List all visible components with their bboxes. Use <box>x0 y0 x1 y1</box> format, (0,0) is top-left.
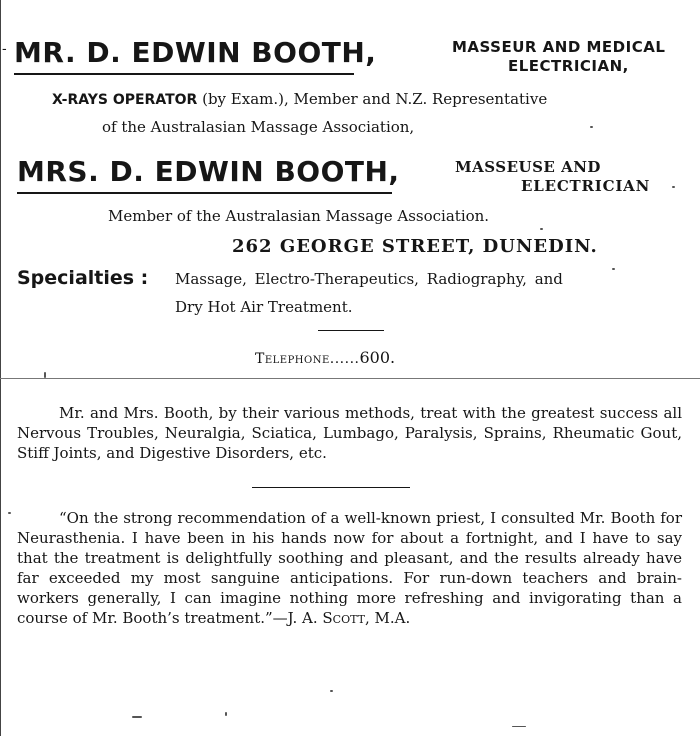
print-speck <box>512 726 526 727</box>
title2-line2: ELECTRICIAN <box>521 177 651 195</box>
testimonial-text: “On the strong recommendation of a well-known priest, I consulted Mr. Booth for Neurasthenia. I have been in his hands now for about a fortnight, and I have to say that the treatment is delightfully soothing and pleasant, and the results already have far exceeded my most sanguine anticipations. For run-down teachers and brain-workers generally, I can imagine nothing more refreshing and invigorating than a course of Mr. Booth’s treatment.”— <box>17 509 682 627</box>
section-rule <box>0 378 700 379</box>
telephone-number: 600. <box>359 348 396 367</box>
print-speck <box>540 228 543 230</box>
print-speck <box>612 268 615 270</box>
name-mrs-booth: MRS. D. EDWIN BOOTH, <box>17 155 400 188</box>
xray-lead: X-RAYS OPERATOR <box>52 92 198 108</box>
rule-middle <box>252 487 410 488</box>
street-address: 262 GEORGE STREET, DUNEDIN. <box>232 236 598 257</box>
title1-line2: ELECTRICIAN, <box>508 57 629 75</box>
title-masseur <box>452 38 682 76</box>
name-mr-booth: MR. D. EDWIN BOOTH, <box>14 36 377 69</box>
print-speck <box>8 512 11 514</box>
xray-credentials-line2: of the Australasian Massage Association, <box>102 118 415 136</box>
title-masseuse <box>455 158 685 196</box>
testimonial-paragraph <box>17 508 682 628</box>
telephone-label: Telephone...... <box>255 351 360 367</box>
title1-line1: MASSEUR AND MEDICAL <box>452 38 666 56</box>
title2-line1: MASSEUSE AND <box>455 158 601 176</box>
name2-underline <box>17 192 392 194</box>
print-speck <box>672 186 675 188</box>
specialties-label: Specialties : <box>17 267 149 289</box>
print-speck <box>132 716 142 718</box>
member-line: Member of the Australasian Massage Association. <box>108 207 490 225</box>
rule-short <box>318 330 384 331</box>
xray-rest: (by Exam.), Member and N.Z. Representative <box>197 90 548 108</box>
print-speck <box>225 712 227 716</box>
specialties-line1: Massage, Electro-Therapeutics, Radiography, and <box>175 270 563 288</box>
specialties-line2: Dry Hot Air Treatment. <box>175 298 353 316</box>
leading-dash: - <box>2 40 7 56</box>
print-speck <box>590 126 593 128</box>
xray-credentials <box>52 90 547 108</box>
print-speck <box>44 372 46 378</box>
left-border <box>0 0 1 736</box>
testimonial-signature: J. A. Scott, M.A. <box>287 609 411 627</box>
name1-underline <box>14 73 354 75</box>
treatment-paragraph: Mr. and Mrs. Booth, by their various methods, treat with the greatest success all Nervous Troubles, Neuralgia, Sciatica, Lumbago, Paralysis, Sprains, Rheumatic Gout, Stiff Joints, and Digestive Disorders, etc. <box>17 404 682 462</box>
telephone-line <box>255 348 395 367</box>
print-speck <box>330 690 333 692</box>
